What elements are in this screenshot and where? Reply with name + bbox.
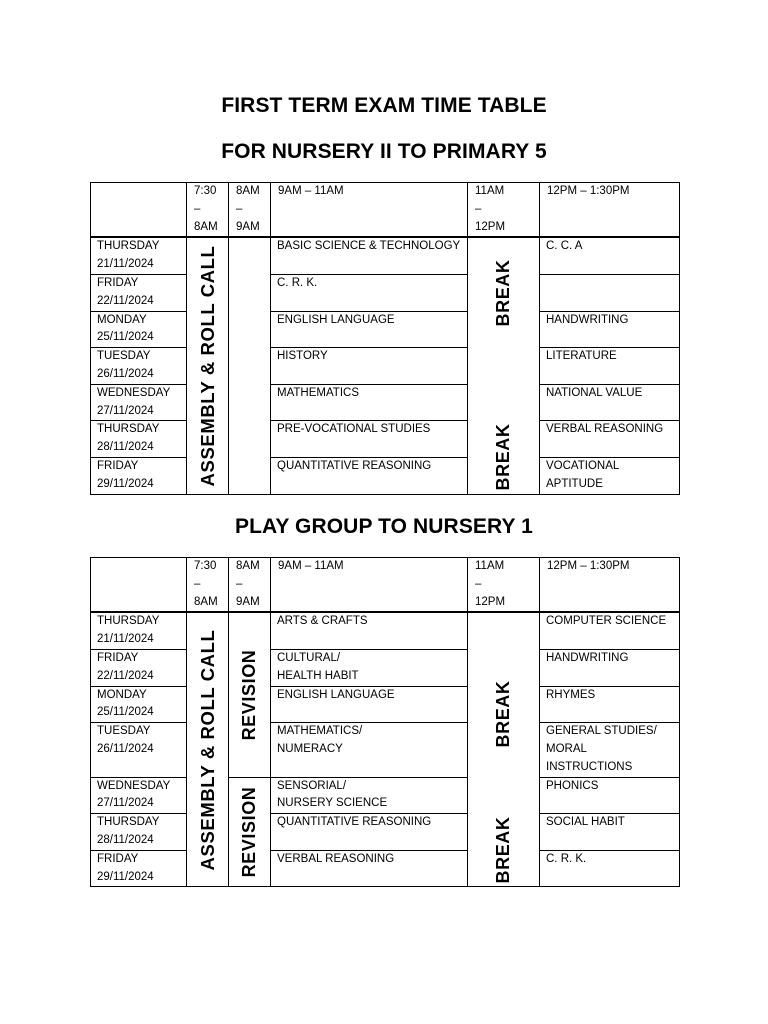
morning-subject: MATHEMATICS/ NUMERACY xyxy=(271,723,468,777)
header-time-1100: 11AM – 12PM xyxy=(468,183,540,238)
morning-subject: SENSORIAL/ NURSERY SCIENCE xyxy=(271,777,468,814)
morning-subject: ARTS & CRAFTS xyxy=(271,612,468,649)
afternoon-subject: VOCATIONAL APTITUDE xyxy=(540,457,680,494)
morning-subject: ENGLISH LANGUAGE xyxy=(271,311,468,348)
day-cell: FRIDAY 29/11/2024 xyxy=(91,457,187,494)
morning-subject: ENGLISH LANGUAGE xyxy=(271,686,468,723)
morning-subject: PRE-VOCATIONAL STUDIES xyxy=(271,421,468,458)
header-day-cell xyxy=(91,558,187,613)
day-cell: MONDAY 25/11/2024 xyxy=(91,686,187,723)
timetable-primary xyxy=(90,182,680,495)
break-cell xyxy=(468,421,540,494)
revision-cell xyxy=(229,777,271,887)
table-row xyxy=(91,421,680,458)
table-row xyxy=(91,457,680,494)
header-time-0800: 8AM – 9AM xyxy=(229,558,271,613)
afternoon-subject: HANDWRITING xyxy=(540,311,680,348)
page-title: FIRST TERM EXAM TIME TABLE xyxy=(221,94,547,117)
table-row xyxy=(91,274,680,311)
revision-label: REVISION xyxy=(238,649,259,741)
day-cell: THURSDAY 28/11/2024 xyxy=(91,421,187,458)
header-day-cell xyxy=(91,183,187,238)
morning-subject: QUANTITATIVE REASONING xyxy=(271,457,468,494)
break-cell xyxy=(468,612,540,813)
header-time-1200: 12PM – 1:30PM xyxy=(540,558,680,613)
afternoon-subject: VERBAL REASONING xyxy=(540,421,680,458)
table-row xyxy=(91,612,680,649)
table-row xyxy=(91,850,680,887)
break-label: BREAK xyxy=(492,816,513,884)
table-row xyxy=(91,237,680,274)
afternoon-subject: SOCIAL HABIT xyxy=(540,814,680,851)
afternoon-subject: PHONICS xyxy=(540,777,680,814)
afternoon-subject: RHYMES xyxy=(540,686,680,723)
day-cell: WEDNESDAY 27/11/2024 xyxy=(91,777,187,814)
day-cell: TUESDAY 26/11/2024 xyxy=(91,348,187,385)
header-time-0800: 8AM – 9AM xyxy=(229,183,271,238)
day-cell: FRIDAY 22/11/2024 xyxy=(91,274,187,311)
page-subtitle: FOR NURSERY II TO PRIMARY 5 xyxy=(221,140,547,163)
section-title: PLAY GROUP TO NURSERY 1 xyxy=(235,515,533,538)
revision-label: REVISION xyxy=(238,786,259,878)
table-row xyxy=(91,777,680,814)
morning-subject: HISTORY xyxy=(271,348,468,385)
day-cell: MONDAY 25/11/2024 xyxy=(91,311,187,348)
morning-subject: VERBAL REASONING xyxy=(271,850,468,887)
afternoon-subject: C. R. K. xyxy=(540,850,680,887)
afternoon-subject: HANDWRITING xyxy=(540,649,680,686)
table-row xyxy=(91,649,680,686)
day-cell: THURSDAY 21/11/2024 xyxy=(91,237,187,274)
table-row xyxy=(91,384,680,421)
morning-subject: BASIC SCIENCE & TECHNOLOGY xyxy=(271,237,468,274)
day-cell: FRIDAY 22/11/2024 xyxy=(91,649,187,686)
table-row xyxy=(91,311,680,348)
header-time-0900: 9AM – 11AM xyxy=(271,183,468,238)
break-label: BREAK xyxy=(492,259,513,327)
break-label: BREAK xyxy=(492,423,513,491)
header-time-0730: 7:30 – 8AM xyxy=(187,558,229,613)
afternoon-subject: LITERATURE xyxy=(540,348,680,385)
afternoon-subject: NATIONAL VALUE xyxy=(540,384,680,421)
table-row xyxy=(91,348,680,385)
day-cell: THURSDAY 21/11/2024 xyxy=(91,612,187,649)
afternoon-subject: C. C. A xyxy=(540,237,680,274)
timetable-nursery xyxy=(90,557,680,887)
day-cell: WEDNESDAY 27/11/2024 xyxy=(91,384,187,421)
morning-subject: CULTURAL/ HEALTH HABIT xyxy=(271,649,468,686)
blank-column xyxy=(229,237,271,494)
table-row xyxy=(91,686,680,723)
afternoon-subject xyxy=(540,274,680,311)
revision-cell xyxy=(229,612,271,777)
morning-subject: MATHEMATICS xyxy=(271,384,468,421)
assembly-label: ASSEMBLY & ROLL CALL xyxy=(196,629,218,871)
day-cell: FRIDAY 29/11/2024 xyxy=(91,850,187,887)
break-gap-cell xyxy=(468,348,540,421)
afternoon-subject: GENERAL STUDIES/ MORAL INSTRUCTIONS xyxy=(540,723,680,777)
day-cell: THURSDAY 28/11/2024 xyxy=(91,814,187,851)
assembly-cell xyxy=(187,237,229,494)
header-time-0730: 7:30 – 8AM xyxy=(187,183,229,238)
break-cell xyxy=(468,814,540,887)
assembly-cell xyxy=(187,612,229,886)
break-label: BREAK xyxy=(492,680,513,748)
assembly-label: ASSEMBLY & ROLL CALL xyxy=(196,245,218,487)
header-time-1100: 11AM – 12PM xyxy=(468,558,540,613)
afternoon-subject: COMPUTER SCIENCE xyxy=(540,612,680,649)
day-cell: TUESDAY 26/11/2024 xyxy=(91,723,187,777)
table-row xyxy=(91,814,680,851)
break-cell xyxy=(468,237,540,347)
table-row xyxy=(91,723,680,777)
morning-subject: QUANTITATIVE REASONING xyxy=(271,814,468,851)
header-time-0900: 9AM – 11AM xyxy=(271,558,468,613)
morning-subject: C. R. K. xyxy=(271,274,468,311)
header-time-1200: 12PM – 1:30PM xyxy=(540,183,680,238)
